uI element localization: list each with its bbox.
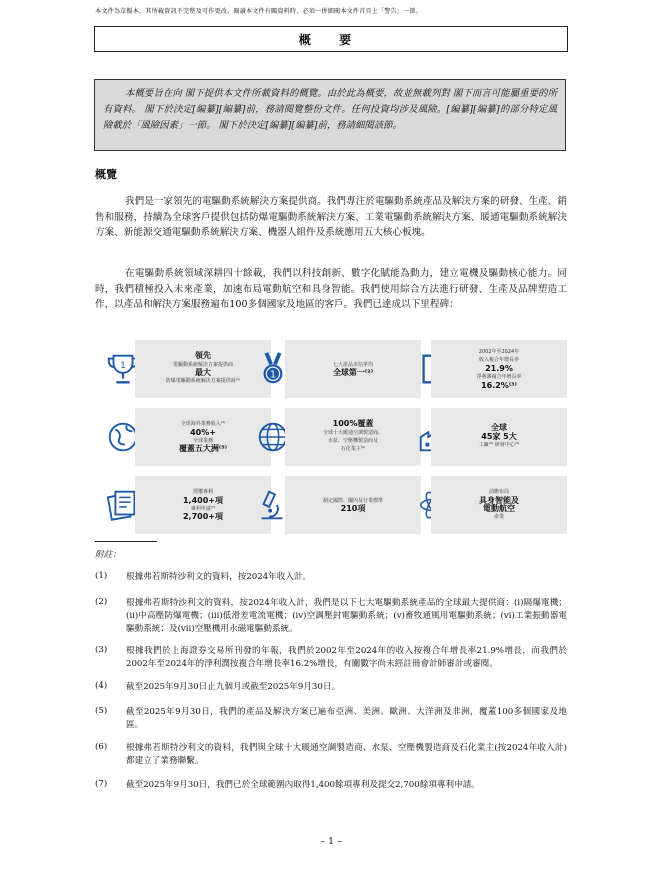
footnote-text: 根據弗若斯特沙利文的資料，按2024年收入計。 bbox=[126, 572, 312, 582]
footnote-number: (6) bbox=[95, 742, 108, 752]
notes-heading: 附註： bbox=[95, 550, 121, 560]
footnote-number: (5) bbox=[95, 706, 108, 716]
footnote-text: 根據我們於上海證券交易所刊發的年報，我們於2002年至2024年的收入按複合年增長率21.9%增長，而我們於2002年至2024年的淨利潤按複合年增長率16.2%增長，有關數字尚未經註冊會計師審計或審閱。 bbox=[126, 646, 567, 669]
overview-title: 概覽 bbox=[95, 168, 117, 181]
milestone-card: 全球 45家 5大 工廠⁽⁴⁾ 研發中心⁽⁴⁾ bbox=[431, 408, 567, 466]
draft-warning-header: 本文件為草擬本，其所載資訊不完整及可作更改。閱讀本文件有關資料時，必須一併細閱本文件首頁上「警告」一節。 bbox=[95, 8, 422, 15]
milestone-card: 100%覆蓋 全球十大暖通空調製造商、 水泵、空壓機製造商及 石化業主⁽⁶⁾ bbox=[285, 408, 421, 466]
summary-notice-box bbox=[94, 79, 566, 151]
summary-notice-text: 本概要旨在向 閣下提供本文件所載資料的概覽。由於此為概要，故並無載列對 閣下而言可能屬重要的所有資料。 閣下於決定[編纂][編纂]前，務請閱覽整份文件。任何投資均涉及風險。[編纂][編纂]的部分特定風險載於「風險因素」一節。 閣下於決定[編纂][編纂]前，務請細閱該節。 bbox=[103, 88, 557, 131]
milestones-graphic bbox=[95, 340, 567, 536]
footnote-text: 截至2025年9月30日止九個月或截至2025年9月30日。 bbox=[126, 682, 341, 692]
overview-paragraph-1: 我們是一家領先的電驅動系統解決方案提供商。我們專注於電驅動系統產品及解決方案的研發、生產、銷售和服務，持續為全球客戶提供包括防爆電驅動系統解決方案、工業電驅動系統解決方案、暖通電驅動系統解決方案、新能源交通電驅動系統解決方案、機器人組件及系統應用五大核心板塊。 bbox=[95, 196, 567, 239]
milestone-card: 七大產品市佔率均 全球第一⁽²⁾ bbox=[285, 340, 421, 398]
overview-paragraph-2: 在電驅動系統領域深耕四十餘載，我們以科技創新、數字化賦能為動力，建立電機及驅動核心能力。同時，我們積極投入未來產業，加速布局電動航空和具身智能。我們使用綜合方法進行研發、生產及品牌塑造工作，以產品和解決方案服務遍布100多個國家及地區的客戶。我們已達成以下里程碑： bbox=[95, 268, 567, 311]
footnote-number: (7) bbox=[95, 779, 108, 789]
milestone-card: 2002年至2024年 收入複合年增長率 21.9% 淨利潤複合年增長率 16.2%⁽³⁾ bbox=[431, 340, 567, 398]
milestone-card: 前瞻布局 具身智能及 電動航空 產業 bbox=[431, 476, 567, 534]
milestone-card: 制定國際、國內及行業標準 210項 bbox=[285, 476, 421, 534]
milestone-card: 授權專利 1,400+項 專利申請⁽⁷⁾ 2,700+項 bbox=[135, 476, 271, 534]
footnote-number: (4) bbox=[95, 681, 108, 691]
footnote-divider bbox=[95, 541, 157, 542]
footnote-number: (1) bbox=[95, 571, 108, 581]
svg-text:1: 1 bbox=[120, 361, 126, 372]
footnote-number: (3) bbox=[95, 645, 108, 655]
footnote-number: (2) bbox=[95, 597, 108, 607]
footnote-text: 截至2025年9月30日，我們的產品及解決方案已遍布亞洲、美洲、歐洲、大洋洲及非洲，覆蓋100多個國家及地區。 bbox=[126, 707, 567, 730]
svg-text:1: 1 bbox=[269, 369, 277, 381]
footnote-text: 根據弗若斯特沙利文的資料，我們與全球十大暖通空調製造商、水泵、空壓機製造商及石化業主(按2024年收入計)都建立了業務聯繫。 bbox=[126, 743, 567, 766]
milestone-card: 全球海外業務收入⁽⁴⁾ 40%+ 全球業務 覆蓋五大洲⁽⁵⁾ bbox=[135, 408, 271, 466]
footnote-text: 根據弗若斯特沙利文的資料，按2024年收入計，我們是以下七大電驅動系統產品的全球最大提供商：(i)隔爆電機；(ii)中高壓防爆電機；(iii)低滑差電流電機；(iv)空調壓封電驅動系統；(v)畜牧通風用電驅動系統；(vi)工業振動器電驅動系統；及(vii)空壓機用永磁電驅動系統。 bbox=[126, 598, 567, 634]
page-number: – 1 – bbox=[320, 836, 342, 847]
footnote-text: 截至2025年9月30日，我們已於全球範圍內取得1,400餘項專利及提交2,700餘項專利申請。 bbox=[126, 780, 480, 790]
section-heading: 概 要 bbox=[94, 26, 568, 52]
milestone-card: 領先 電驅動系統解決方案提供商 最大 防爆電驅動系統解決方案提供商⁽¹⁾ bbox=[135, 340, 271, 398]
